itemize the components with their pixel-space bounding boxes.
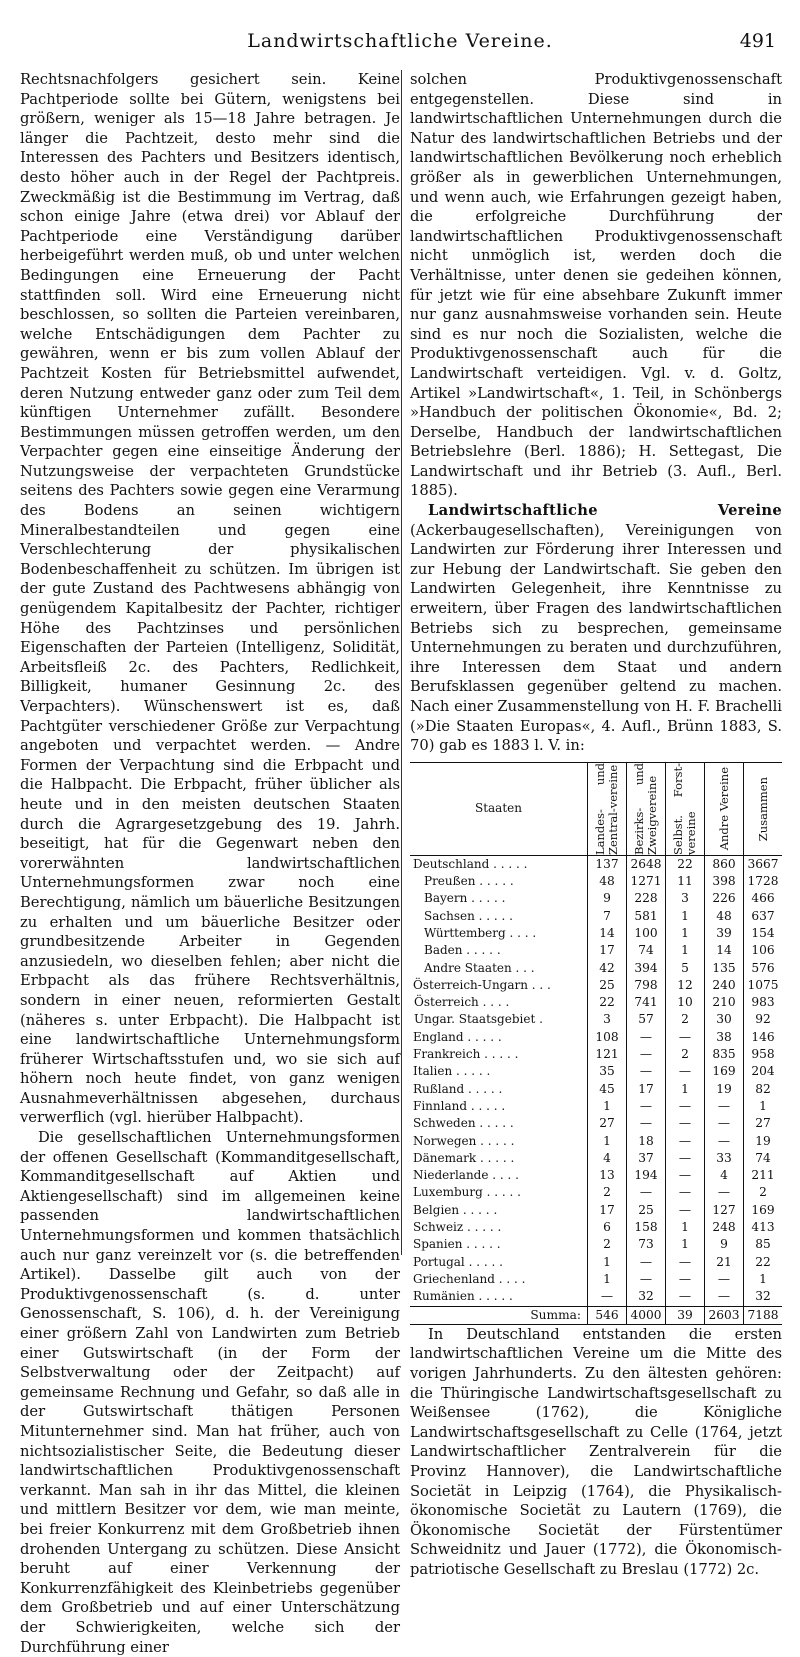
table-row bbox=[410, 994, 782, 1011]
table-row bbox=[410, 1167, 782, 1184]
table-cell: 13 bbox=[588, 1167, 627, 1184]
table-cell: — bbox=[627, 1271, 666, 1288]
table-cell: 741 bbox=[627, 994, 666, 1011]
table-body bbox=[410, 855, 782, 1306]
table-cell: 85 bbox=[744, 1236, 783, 1253]
page-number: 491 bbox=[739, 30, 776, 52]
column-header-label: Bezirks- und Zweigvereine bbox=[632, 762, 659, 855]
table-cell: — bbox=[627, 1184, 666, 1201]
table-cell: 22 bbox=[666, 855, 705, 873]
table-cell: 2 bbox=[588, 1236, 627, 1253]
state-name: Rußland . . . . . bbox=[413, 1081, 503, 1096]
state-name: Griechenland . . . . bbox=[413, 1271, 526, 1286]
table-cell: 121 bbox=[588, 1046, 627, 1063]
column-header-label: Selbst. Forst-vereine bbox=[671, 762, 698, 855]
table-cell: — bbox=[666, 1029, 705, 1046]
table-cell: 394 bbox=[627, 960, 666, 977]
table-cell: 1 bbox=[666, 1236, 705, 1253]
sum-cell: 2603 bbox=[705, 1306, 744, 1324]
table-cell: — bbox=[666, 1098, 705, 1115]
table-cell: — bbox=[627, 1098, 666, 1115]
table-cell: — bbox=[627, 1029, 666, 1046]
state-name: Belgien . . . . . bbox=[413, 1202, 498, 1217]
table-cell: 137 bbox=[588, 855, 627, 873]
state-name: Portugal . . . . . bbox=[413, 1254, 503, 1269]
table-row bbox=[410, 1219, 782, 1236]
table-cell: 1 bbox=[744, 1271, 783, 1288]
table-cell: 194 bbox=[627, 1167, 666, 1184]
table-row bbox=[410, 1029, 782, 1046]
table-cell: 413 bbox=[744, 1219, 783, 1236]
table-cell: 169 bbox=[705, 1063, 744, 1080]
table-cell: 38 bbox=[705, 1029, 744, 1046]
state-name: Niederlande . . . . bbox=[413, 1168, 519, 1183]
table-row bbox=[410, 1288, 782, 1306]
table-cell: 1 bbox=[666, 925, 705, 942]
table-cell: 11 bbox=[666, 873, 705, 890]
paragraph: solchen Produktivgenossenschaft entgegenstellen. Diese sind in landwirtschaftlichen Unternehmungen durch die Natur des landwirtschaftlichen Betriebs und der landwirtschaftlichen Bevölkerung noch erheblich größer als in gewerblichen Unternehmungen, und wenn auch, wie Erfahrungen gezeigt haben, die erfolgreiche Durchführung der landwirtschaftlichen Produktivgenossenschaft nicht unmöglich ist, werden doch die Verhältnisse, unter denen sie gedeihen können, für jetzt wie für eine absehbare Zukunft immer nur ganz ausnahmsweise vorhanden sein. Heute sind es nur noch die Sozialisten, welche die Produktivgenossenschaft auch für die Landwirtschaft verteidigen. Vgl. v. d. Goltz, Artikel »Landwirtschaft«, 1. Teil, in Schönbergs »Handbuch der politischen Ökonomie«, Bd. 2; Derselbe, Handbuch der landwirtschaftlichen Betriebslehre (Berl. 1886); H. Settegast, Die Landwirtschaft und ihr Betrieb (3. Aufl., Berl. 1885). bbox=[410, 71, 782, 500]
state-name: Andre Staaten . . . bbox=[424, 960, 535, 975]
table-cell: 240 bbox=[705, 977, 744, 994]
table-cell: 210 bbox=[705, 994, 744, 1011]
state-name: Luxemburg . . . . . bbox=[413, 1185, 521, 1200]
table-cell: — bbox=[627, 1063, 666, 1080]
statistics-table bbox=[410, 762, 782, 1325]
table-cell: 1 bbox=[666, 1219, 705, 1236]
column-divider bbox=[401, 70, 402, 1255]
table-cell: 74 bbox=[627, 942, 666, 959]
table-cell: 958 bbox=[744, 1046, 783, 1063]
table-cell: 169 bbox=[744, 1202, 783, 1219]
table-cell: 14 bbox=[588, 925, 627, 942]
table-cell: 2 bbox=[744, 1184, 783, 1201]
table-cell: 798 bbox=[627, 977, 666, 994]
table-cell: 3 bbox=[588, 1011, 627, 1028]
table-cell: — bbox=[627, 1115, 666, 1132]
column-header-label: Zusammen bbox=[755, 776, 770, 841]
table-cell: — bbox=[666, 1167, 705, 1184]
table-cell: 19 bbox=[705, 1081, 744, 1098]
table-cell: — bbox=[705, 1115, 744, 1132]
state-name: Bayern . . . . . bbox=[424, 891, 506, 906]
table-cell: 10 bbox=[666, 994, 705, 1011]
table-cell: 9 bbox=[705, 1236, 744, 1253]
sum-row bbox=[410, 1306, 782, 1324]
sum-cell: 4000 bbox=[627, 1306, 666, 1324]
table-cell: 17 bbox=[588, 942, 627, 959]
table-cell: 2 bbox=[666, 1046, 705, 1063]
table-cell: 1728 bbox=[744, 873, 783, 890]
state-name: Österreich-Ungarn . . . bbox=[413, 977, 551, 992]
table-cell: — bbox=[666, 1063, 705, 1080]
table-cell: 228 bbox=[627, 890, 666, 907]
table-row bbox=[410, 1063, 782, 1080]
table-cell: 3667 bbox=[744, 855, 783, 873]
table-cell: 1 bbox=[666, 942, 705, 959]
table-cell: 32 bbox=[744, 1288, 783, 1306]
state-name: Deutschland . . . . . bbox=[413, 856, 528, 871]
table-cell: 45 bbox=[588, 1081, 627, 1098]
table-cell: 106 bbox=[744, 942, 783, 959]
table-cell: 74 bbox=[744, 1150, 783, 1167]
table-cell: 1271 bbox=[627, 873, 666, 890]
table-cell: — bbox=[666, 1133, 705, 1150]
table-cell: 42 bbox=[588, 960, 627, 977]
table-row bbox=[410, 1271, 782, 1288]
article-text: (Ackerbaugesellschaften), Vereinigungen von Landwirten zur Förderung ihrer Interessen und zur Hebung der Landwirtschaft. Sie geben den Landwirten Gelegenheit, ihre Kenntnisse zu erweitern, über Fragen des landwirtschaftlichen Betriebs sich zu besprechen, gemeinsame Unternehmungen zu beraten und durchzuführen, ihre Interessen dem Staat und andern Berufsklassen gegenüber geltend zu machen. Nach einer Zusammenstellung von H. F. Brachelli (»Die Staaten Europas«, 4. Aufl., Brünn 1883, S. 70) gab es 1883 l. V. in: bbox=[410, 521, 782, 755]
table-cell: 100 bbox=[627, 925, 666, 942]
table-cell: 17 bbox=[588, 1202, 627, 1219]
column-header-landesvereine bbox=[588, 762, 627, 855]
table-cell: 39 bbox=[705, 925, 744, 942]
table-cell: 211 bbox=[744, 1167, 783, 1184]
table-row bbox=[410, 908, 782, 925]
table-cell: 4 bbox=[705, 1167, 744, 1184]
table-cell: — bbox=[705, 1098, 744, 1115]
table-cell: 25 bbox=[588, 977, 627, 994]
table-cell: 92 bbox=[744, 1011, 783, 1028]
table-cell: 57 bbox=[627, 1011, 666, 1028]
left-column bbox=[20, 70, 400, 1657]
column-header-zusammen bbox=[744, 762, 783, 855]
table-cell: 17 bbox=[627, 1081, 666, 1098]
table-cell: — bbox=[666, 1115, 705, 1132]
table-cell: — bbox=[666, 1271, 705, 1288]
table-cell: 2648 bbox=[627, 855, 666, 873]
table-cell: 73 bbox=[627, 1236, 666, 1253]
state-name: Sachsen . . . . . bbox=[424, 908, 513, 923]
table-row bbox=[410, 1236, 782, 1253]
table-cell: 983 bbox=[744, 994, 783, 1011]
state-name: Norwegen . . . . . bbox=[413, 1133, 515, 1148]
table-cell: 1 bbox=[666, 1081, 705, 1098]
table-cell: — bbox=[588, 1288, 627, 1306]
table-cell: 248 bbox=[705, 1219, 744, 1236]
state-name: Spanien . . . . . bbox=[413, 1237, 501, 1252]
table-cell: 1 bbox=[588, 1254, 627, 1271]
table-cell: 576 bbox=[744, 960, 783, 977]
table-row bbox=[410, 925, 782, 942]
table-cell: 2 bbox=[666, 1011, 705, 1028]
state-name: Schweiz . . . . . bbox=[413, 1220, 502, 1235]
table-cell: — bbox=[705, 1184, 744, 1201]
table-row bbox=[410, 1011, 782, 1028]
table-cell: 32 bbox=[627, 1288, 666, 1306]
sum-cell: 546 bbox=[588, 1306, 627, 1324]
column-header-label: Landes- und Zentral-vereine bbox=[593, 762, 620, 855]
table-cell: 18 bbox=[627, 1133, 666, 1150]
state-name: Schweden . . . . . bbox=[413, 1116, 514, 1131]
table-cell: 3 bbox=[666, 890, 705, 907]
table-row bbox=[410, 855, 782, 873]
sum-cell: 7188 bbox=[744, 1306, 783, 1324]
table-row bbox=[410, 1098, 782, 1115]
table-cell: 25 bbox=[627, 1202, 666, 1219]
running-title: Landwirtschaftliche Vereine. bbox=[247, 30, 553, 52]
table-row bbox=[410, 977, 782, 994]
table-cell: 135 bbox=[705, 960, 744, 977]
table-cell: 35 bbox=[588, 1063, 627, 1080]
table-cell: — bbox=[627, 1046, 666, 1063]
column-header-forstvereine bbox=[666, 762, 705, 855]
table-cell: 860 bbox=[705, 855, 744, 873]
table-cell: 33 bbox=[705, 1150, 744, 1167]
right-column bbox=[410, 70, 782, 1580]
paragraph: Die gesellschaftlichen Unternehmungsformen der offenen Gesellschaft (Kommanditgesellschaft, Kommanditgesellschaft auf Aktien und Aktiengesellschaft) sind im allgemeinen keine passenden landwirtschaftlichen Unternehmungsformen und kommen thatsächlich auch nur ganz vereinzelt vor (s. die betreffenden Artikel). Dasselbe gilt auch von der Produktivgenossenschaft (s. d. unter Genossenschaft, S. 106), d. h. der Vereinigung einer größern Zahl von Landwirten zum Betrieb einer Gutswirtschaft (in der Form der Selbstverwaltung oder der Zeitpacht) auf gemeinsame Rechnung und Gefahr, so daß alle in der Gutswirtschaft thätigen Personen Mitunternehmer sind. Man hat früher, auch von nichtsozialistischer Seite, die Bedeutung dieser landwirtschaftlichen Produktivgenossenschaft verkannt. Man sah in ihr das Mittel, die kleinen und mittlern Besitzer vor dem, wie man meinte, bei freier Konkurrenz mit dem Großbetrieb ihnen drohenden Untergang zu schützen. Diese Ansicht beruht auf einer Verkennung der Konkurrenzfähigkeit des Kleinbetriebs gegenüber dem Großbetrieb und auf einer Unterschätzung der Schwierigkeiten, welche sich der Durchführung einer bbox=[20, 1129, 400, 1656]
table-cell: 204 bbox=[744, 1063, 783, 1080]
state-name: Italien . . . . . bbox=[413, 1064, 491, 1079]
table-cell: 37 bbox=[627, 1150, 666, 1167]
table-row bbox=[410, 960, 782, 977]
state-name: Württemberg . . . . bbox=[424, 925, 537, 940]
state-name: Österreich . . . . bbox=[414, 995, 510, 1010]
table-row bbox=[410, 942, 782, 959]
table-cell: — bbox=[666, 1202, 705, 1219]
paragraph: Rechtsnachfolgers gesichert sein. Keine Pachtperiode sollte bei Gütern, wenigstens bei größern, weniger als 15—18 Jahre betragen. Je länger die Pachtzeit, desto mehr sind die Interessen des Pachters und Besitzers identisch, desto höher auch in der Regel der Pachtpreis. Zweckmäßig ist die Bestimmung im Vertrag, daß schon einige Jahre (etwa drei) vor Ablauf der Pachtperiode eine Verständigung darüber herbeigeführt werden muß, ob und unter welchen Bedingungen eine Erneuerung der Pacht stattfinden soll. Wird eine Erneuerung nicht beschlossen, so sollten die Parteien vereinbaren, welche Entschädigungen dem Pachter zu gewähren, wenn er bis zum vollen Ablauf der Pachtzeit Kosten für Betriebsmittel aufwendet, deren Nutzung entweder ganz oder zum Teil dem künftigen Unternehmer zufällt. Besondere Bestimmungen müssen getroffen werden, um den Verpachter gegen eine einseitige Änderung der Nutzungsweise der verpachteten Grundstücke seitens des Pachters sowie gegen eine Verarmung des Bodens an seinen wichtigern Mineralbestandteilen und gegen eine Verschlechterung der physikalischen Bodenbeschaffenheit zu schützen. Im übrigen ist der gute Zustand des Pachtwesens abhängig von genügendem Kapitalbesitz der Pachter, richtiger Höhe des Pachtzinses und persönlichen Eigenschaften der Parteien (Intelligenz, Solidität, Arbeitsfleiß 2c. des Pachters, Redlichkeit, Billigkeit, humaner Gesinnung 2c. des Verpachters). Wünschenswert ist es, daß Pachtgüter verschiedener Größe zur Verpachtung angeboten und verpachtet werden. — Andre Formen der Verpachtung sind die Erbpacht und die Halbpacht. Die Erbpacht, früher üblicher als heute und in den meisten deutschen Staaten durch die Agrargesetzgebung des 19. Jahrh. beseitigt, hat für die Gegenwart neben den vorerwähnten landwirtschaftlichen Unternehmungsformen zwar noch eine Berechtigung, nämlich um bäuerliche Besitzungen zu erhalten und um bäuerliche Besitzer oder grundbesitzende Arbeiter in Gegenden anzusiedeln, wo dieselben fehlen; aber nicht die Erbpacht als das frühere Rechtsverhältnis, sondern in einer neuen, reformierten Gestalt (näheres s. unter Erbpacht). Die Halbpacht ist eine landwirtschaftliche Unternehmungsform früherer Wirtschaftsstufen und, wo sie sich auf höhern noch heute findet, von ganz wenigen Ausnahmeverhältnissen abgesehen, durchaus verwerflich (vgl. hierüber Halbpacht). bbox=[20, 71, 400, 1127]
table-cell: — bbox=[666, 1254, 705, 1271]
column-header-staaten: Staaten bbox=[410, 762, 588, 855]
state-name: Baden . . . . . bbox=[424, 943, 501, 958]
table-cell: 1 bbox=[588, 1133, 627, 1150]
state-name: England . . . . . bbox=[413, 1029, 502, 1044]
table-row bbox=[410, 1133, 782, 1150]
table-cell: 1 bbox=[744, 1098, 783, 1115]
table-cell: — bbox=[705, 1133, 744, 1150]
table-cell: 7 bbox=[588, 908, 627, 925]
table-cell: 21 bbox=[705, 1254, 744, 1271]
table-cell: 2 bbox=[588, 1184, 627, 1201]
state-name: Dänemark . . . . . bbox=[413, 1150, 515, 1165]
table-cell: 398 bbox=[705, 873, 744, 890]
table-cell: 158 bbox=[627, 1219, 666, 1236]
table-cell: 9 bbox=[588, 890, 627, 907]
state-name: Finnland . . . . . bbox=[413, 1098, 506, 1113]
table-cell: 48 bbox=[588, 873, 627, 890]
state-name: Ungar. Staatsgebiet . bbox=[414, 1012, 543, 1027]
article-entry bbox=[410, 501, 782, 756]
table-cell: 1 bbox=[588, 1271, 627, 1288]
state-name: Frankreich . . . . . bbox=[413, 1047, 519, 1062]
table-cell: 22 bbox=[744, 1254, 783, 1271]
paragraph: In Deutschland entstanden die ersten landwirtschaftlichen Vereine um die Mitte des vorigen Jahrhunderts. Zu den ältesten gehören: die Thüringische Landwirtschaftsgesellschaft zu Weißensee (1762), die Königliche Landwirtschaftsgesellschaft zu Celle (1764, jetzt Landwirtschaftlicher Zentralverein für die Provinz Hannover), die Landwirtschaftliche Societät in Leipzig (1764), die Physikalisch-ökonomische Societät zu Lautern (1769), die Ökonomische Societät der Fürstentümer Schweidnitz und Jauer (1772), die Ökonomisch-patriotische Gesellschaft zu Breslau (1772) 2c. bbox=[410, 1325, 782, 1578]
table-cell: 466 bbox=[744, 890, 783, 907]
table-row bbox=[410, 1115, 782, 1132]
table-cell: 1075 bbox=[744, 977, 783, 994]
table-row bbox=[410, 1202, 782, 1219]
table-cell: 1 bbox=[666, 908, 705, 925]
table-row bbox=[410, 1081, 782, 1098]
table-cell: 19 bbox=[744, 1133, 783, 1150]
column-header-andre-vereine bbox=[705, 762, 744, 855]
table-row bbox=[410, 1046, 782, 1063]
table-cell: 146 bbox=[744, 1029, 783, 1046]
table-cell: — bbox=[666, 1184, 705, 1201]
state-name: Preußen . . . . . bbox=[424, 874, 514, 889]
table-row bbox=[410, 873, 782, 890]
table-header-row bbox=[410, 762, 782, 855]
table-cell: 226 bbox=[705, 890, 744, 907]
table-cell: 5 bbox=[666, 960, 705, 977]
table-cell: 82 bbox=[744, 1081, 783, 1098]
column-header-bezirksvereine bbox=[627, 762, 666, 855]
table-cell: — bbox=[705, 1288, 744, 1306]
table-cell: 27 bbox=[588, 1115, 627, 1132]
sum-label: Summa: bbox=[410, 1306, 588, 1324]
table-cell: — bbox=[666, 1288, 705, 1306]
table-cell: — bbox=[705, 1271, 744, 1288]
table-cell: 22 bbox=[588, 994, 627, 1011]
table-cell: 4 bbox=[588, 1150, 627, 1167]
table-cell: 1 bbox=[588, 1098, 627, 1115]
table-cell: 14 bbox=[705, 942, 744, 959]
table-cell: — bbox=[666, 1150, 705, 1167]
table-cell: 581 bbox=[627, 908, 666, 925]
table-cell: 27 bbox=[744, 1115, 783, 1132]
table-cell: 30 bbox=[705, 1011, 744, 1028]
sum-cell: 39 bbox=[666, 1306, 705, 1324]
table-cell: 48 bbox=[705, 908, 744, 925]
table-cell: 108 bbox=[588, 1029, 627, 1046]
page-header bbox=[22, 30, 778, 60]
table-cell: 6 bbox=[588, 1219, 627, 1236]
table-cell: 637 bbox=[744, 908, 783, 925]
table-row bbox=[410, 1184, 782, 1201]
table-row bbox=[410, 1150, 782, 1167]
table-cell: 154 bbox=[744, 925, 783, 942]
table-row bbox=[410, 890, 782, 907]
state-name: Rumänien . . . . . bbox=[413, 1289, 513, 1304]
table-cell: 12 bbox=[666, 977, 705, 994]
table-cell: — bbox=[627, 1254, 666, 1271]
column-header-label: Andre Vereine bbox=[716, 767, 731, 851]
table-row bbox=[410, 1254, 782, 1271]
table-cell: 835 bbox=[705, 1046, 744, 1063]
article-heading: Landwirtschaftliche Vereine bbox=[428, 502, 782, 520]
table-cell: 127 bbox=[705, 1202, 744, 1219]
